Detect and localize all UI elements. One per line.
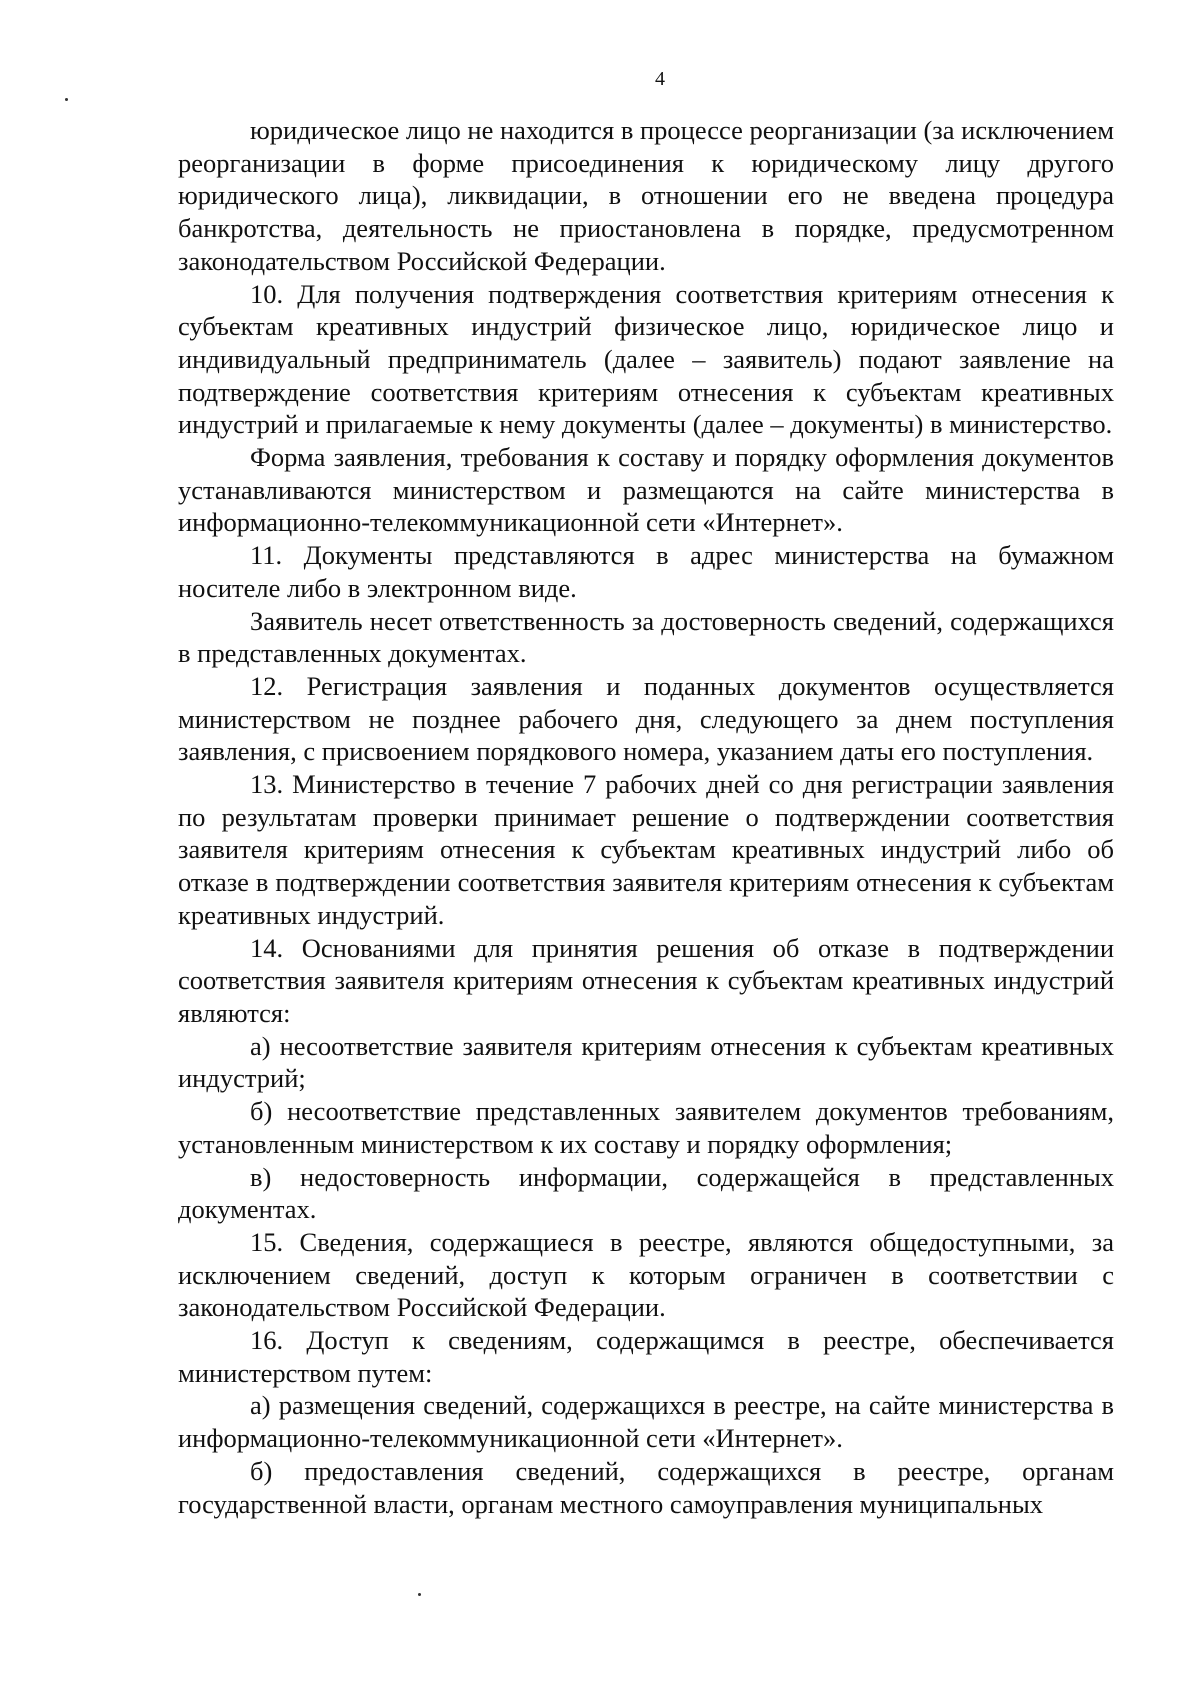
paragraph-item-12: 12. Регистрация заявления и поданных документов осуществляется министерством не позднее рабочего дня, следующего за днем поступления заявления, с присвоением порядкового номера, указанием даты его поступления. [178, 670, 1114, 767]
subitem-14-b: б) несоответствие представленных заявителем документов требованиям, установленным министерством к их составу и порядку оформления; [178, 1096, 1114, 1159]
document-body [178, 114, 1114, 1520]
subitem-16-b: б) предоставления сведений, содержащихся в реестре, органам государственной власти, органам местного самоуправления муниципальных [178, 1455, 1114, 1519]
subitem-14-c: в) недостоверность информации, содержащейся в представленных документах. [178, 1161, 1114, 1225]
paragraph-item-14: 14. Основаниями для принятия решения об отказе в подтверждении соответствия заявителя критериям отнесения к субъектам креативных индустрий являются: [178, 932, 1114, 1028]
paragraph-application-form: Форма заявления, требования к составу и порядку оформления документов устанавливаются министерством и размещаются на сайте министерства в информационно-телекоммуникационной сети «Интернет». [178, 442, 1114, 538]
paragraph-item-16: 16. Доступ к сведениям, содержащимся в реестре, обеспечивается министерством путем: [178, 1325, 1114, 1388]
subitem-14-a: а) несоответствие заявителя критериям отнесения к субъектам креативных индустрий; [178, 1030, 1114, 1094]
paragraph-item-15: 15. Сведения, содержащиеся в реестре, являются общедоступными, за исключением сведений, доступ к которым ограничен в соответствии с законодательством Российской Федерации. [178, 1226, 1114, 1323]
paragraph-item-10: 10. Для получения подтверждения соответствия критериям отнесения к субъектам креативных индустрий физическое лицо, юридическое лицо и индивидуальный предприниматель (далее – заявитель) подают заявление на подтверждение соответствия критериям отнесения к субъектам креативных индустрий и прилагаемые к нему документы (далее – документы) в министерство. [178, 278, 1114, 440]
paragraph-applicant-responsibility: Заявитель несет ответственность за достоверность сведений, содержащихся в представленных документах. [178, 605, 1114, 669]
paragraph-continuation: юридическое лицо не находится в процессе реорганизации (за исключением реорганизации в форме присоединения к юридическому лицу другого юридического лица), ликвидации, в отношении его не введена процедура банкротства, деятельность не приостановлена в порядке, предусмотренном законодательством Российской Федерации. [178, 115, 1114, 276]
scan-speck [418, 1593, 421, 1596]
scan-speck [65, 98, 68, 101]
subitem-16-a: а) размещения сведений, содержащихся в реестре, на сайте министерства в информационно-телекоммуникационной сети «Интернет». [178, 1390, 1114, 1454]
paragraph-item-13: 13. Министерство в течение 7 рабочих дней со дня регистрации заявления по результатам проверки принимает решение о подтверждении соответствия заявителя критериям отнесения к субъектам креативных индустрий либо об отказе в подтверждении соответствия заявителя критериям отнесения к субъектам креативных индустрий. [178, 769, 1114, 930]
page-number: 4 [655, 68, 665, 90]
paragraph-item-11: 11. Документы представляются в адрес министерства на бумажном носителе либо в электронном виде. [178, 540, 1114, 603]
